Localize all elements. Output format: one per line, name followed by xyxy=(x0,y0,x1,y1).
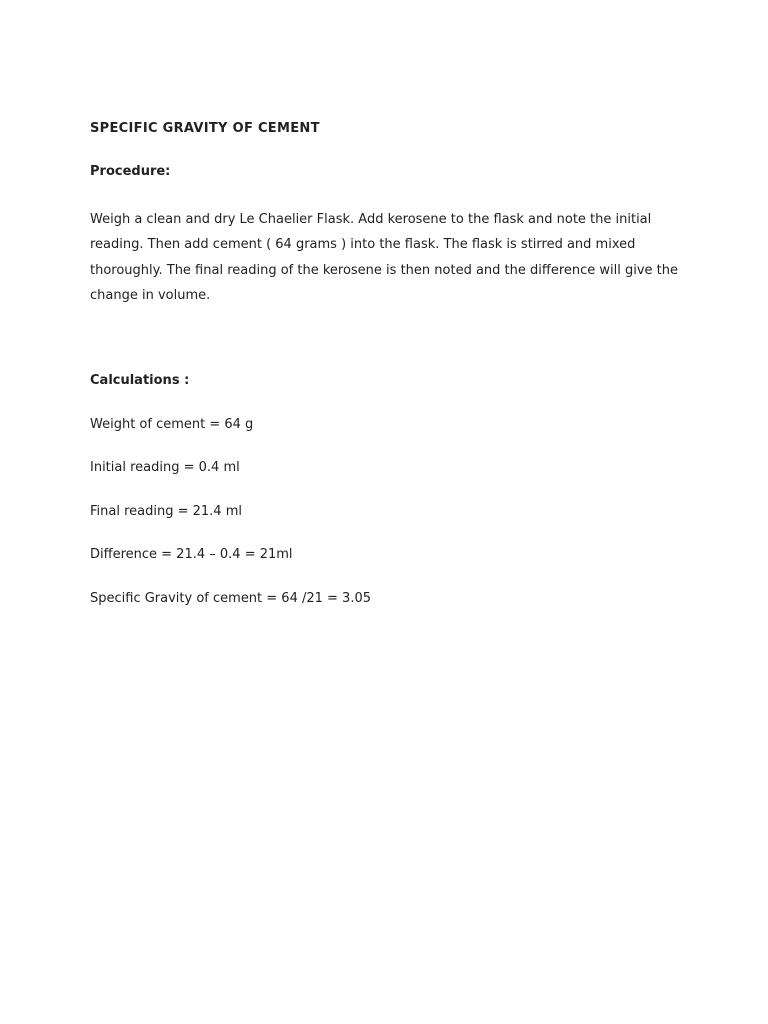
calc-specific-gravity: Specific Gravity of cement = 64 /21 = 3.05 xyxy=(90,590,372,606)
document-title: SPECIFIC GRAVITY OF CEMENT xyxy=(90,121,320,136)
procedure-text: Weigh a clean and dry Le Chaelier Flask. Add kerosene to the flask and note the initial reading. Then add cement ( 64 grams ) into the flask. The flask is stirred and mixed thoroughly. The final reading of the kerosene is then noted and the difference will give the change in volume. xyxy=(90,212,679,303)
calc-weight-of-cement: Weight of cement = 64 g xyxy=(90,416,254,432)
document-content xyxy=(90,120,680,608)
calculations-heading: Calculations : xyxy=(90,373,190,389)
calc-difference: Difference = 21.4 – 0.4 = 21ml xyxy=(90,547,293,563)
calculations-list xyxy=(90,416,680,608)
calc-initial-reading: Initial reading = 0.4 ml xyxy=(90,460,240,476)
calc-final-reading: Final reading = 21.4 ml xyxy=(90,503,242,519)
procedure-heading: Procedure: xyxy=(90,164,171,179)
